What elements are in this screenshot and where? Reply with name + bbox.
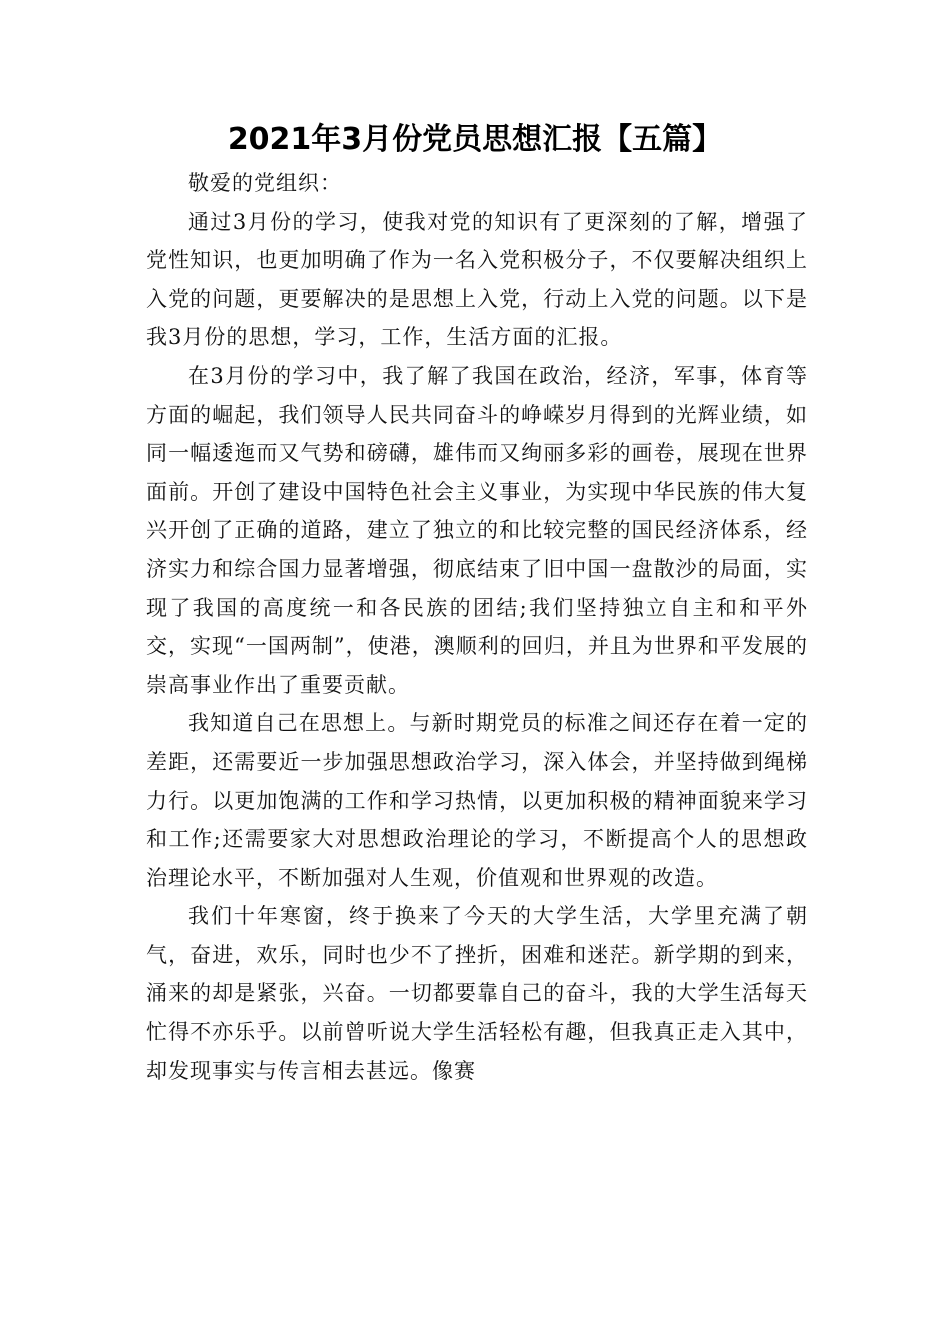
paragraph-1: 通过3月份的学习，使我对党的知识有了更深刻的了解，增强了党性知识，也更加明确了作为一名入党积极分子，不仅要解决组织上入党的问题，更要解决的是思想上入党，行动上入党的问题。以下是我3月份的思想，学习，工作，生活方面的汇报。 <box>146 209 808 350</box>
paragraph-3: 我知道自己在思想上。与新时期党员的标准之间还存在着一定的差距，还需要近一步加强思想政治学习，深入体会，并坚持做到绳梯力行。以更加饱满的工作和学习热情，以更加积极的精神面貌来学习和工作;还需要家大对思想政治理论的学习，不断提高个人的思想政治理论水平，不断加强对人生观，价值观和世界观的改造。 <box>146 711 808 890</box>
salutation: 敬爱的党组织： <box>188 171 342 195</box>
paragraph-4: 我们十年寒窗，终于换来了今天的大学生活，大学里充满了朝气，奋进，欢乐，同时也少不了挫折，困难和迷茫。新学期的到来，涌来的却是紧张，兴奋。一切都要靠自己的奋斗，我的大学生活每天忙得不亦乐乎。以前曾听说大学生活轻松有趣，但我真正走入其中，却发现事实与传言相去甚远。像赛 <box>146 904 808 1083</box>
document-title: 2021年3月份党员思想汇报【五篇】 <box>227 122 723 157</box>
paragraph-2: 在3月份的学习中，我了解了我国在政治，经济，军事，体育等方面的崛起，我们领导人民共同奋斗的峥嵘岁月得到的光辉业绩，如同一幅逶迤而又气势和磅礴，雄伟而又绚丽多彩的画卷，展现在世界面前。开创了建设中国特色社会主义事业，为实现中华民族的伟大复兴开创了正确的道路，建立了独立的和比较完整的国民经济体系，经济实力和综合国力显著增强，彻底结束了旧中国一盘散沙的局面，实现了我国的高度统一和各民族的团结;我们坚持独立自主和和平外交，实现“一国两制”，使港，澳顺利的回归，并且为世界和平发展的崇高事业作出了重要贡献。 <box>146 363 808 697</box>
document-body <box>146 164 808 1090</box>
